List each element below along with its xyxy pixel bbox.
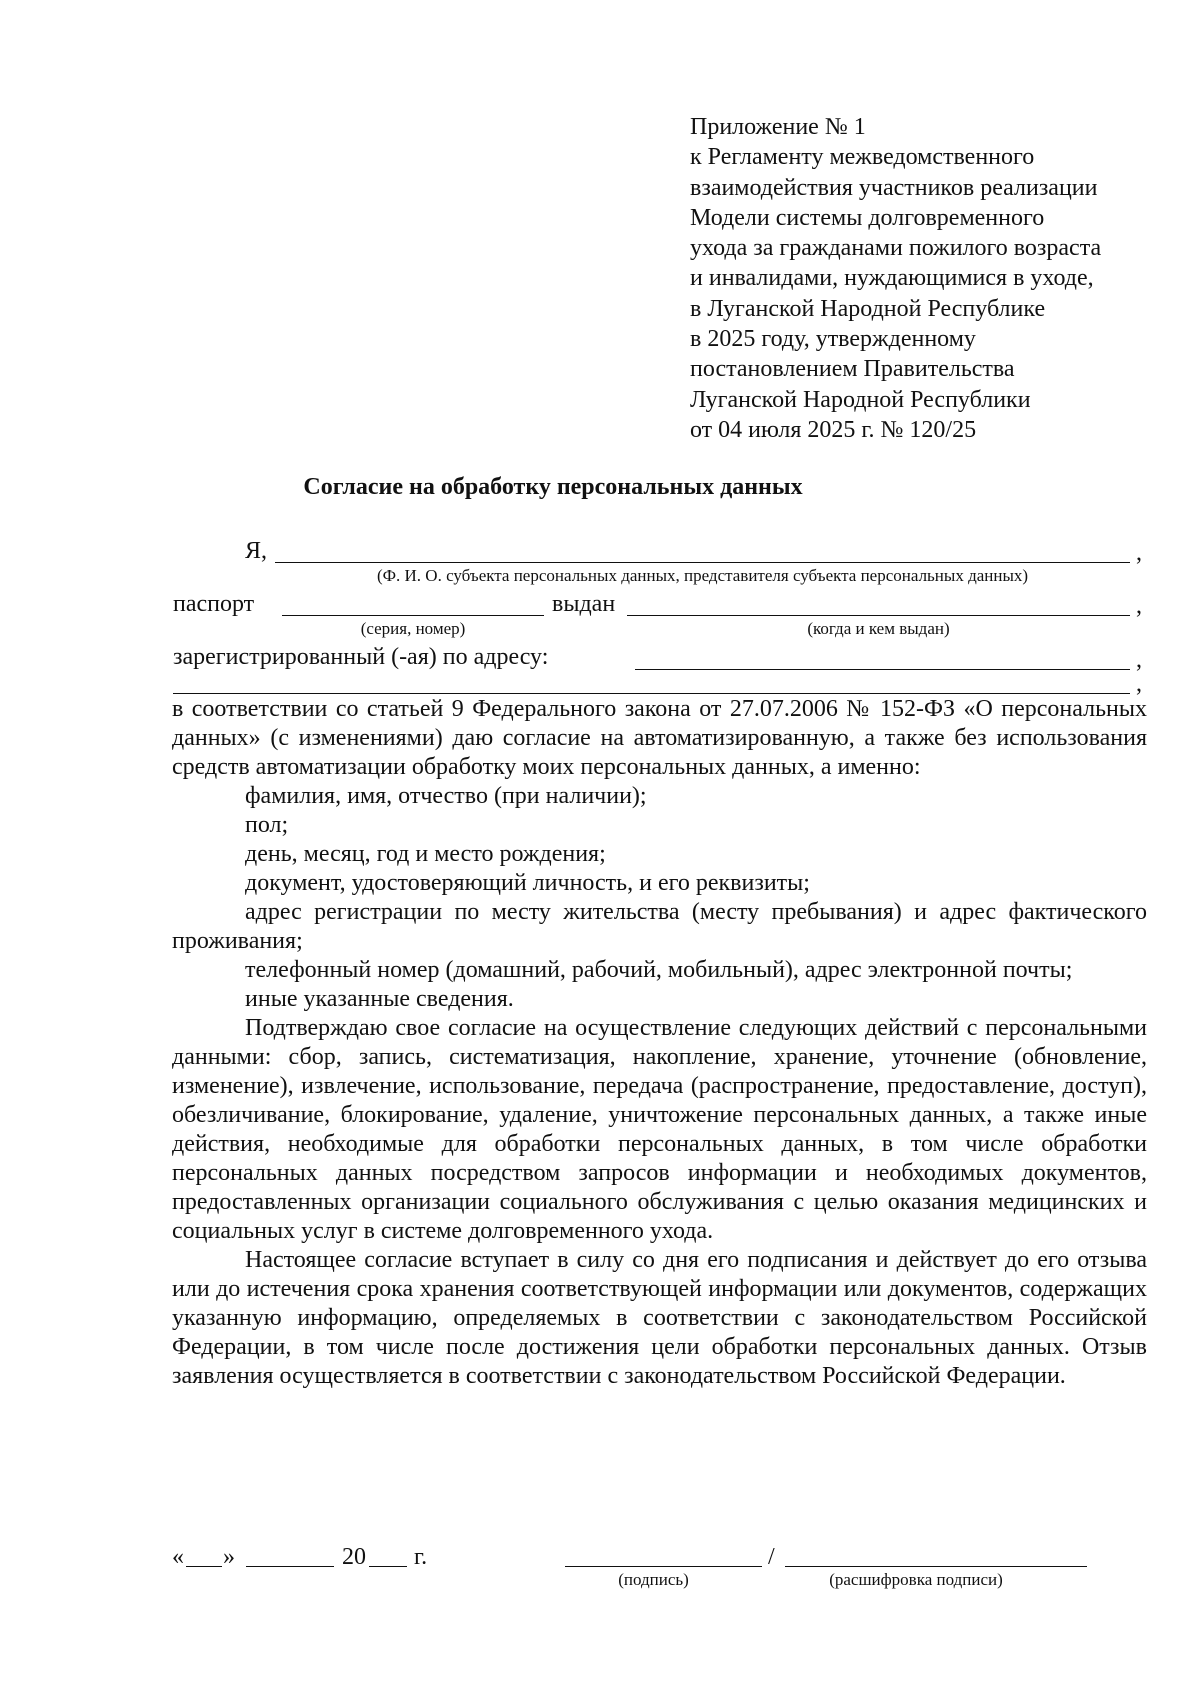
comma: , xyxy=(1136,647,1142,673)
comma: , xyxy=(1136,593,1142,619)
year-field-line[interactable] xyxy=(369,1566,407,1567)
passport-series-line[interactable] xyxy=(282,615,544,616)
day-field-line[interactable] xyxy=(186,1566,222,1567)
appendix-line: от 04 июля 2025 г. № 120/25 xyxy=(690,416,977,443)
data-item: иные указанные сведения. xyxy=(245,986,514,1012)
appendix-line: в Луганской Народной Республике xyxy=(690,295,1046,322)
actions-paragraph: Подтверждаю свое согласие на осуществление следующих действий с персональными данными: сбор, запись, систематизация, накопление, хранение, уточнение (обновление, изменение), извлечение, использование, передача (распространение, предоставление, доступ), обезличивание, блокирование, удаление, уничтожение персональных данных, а также иные действия, необходимые для обработки персональных данных, в том числе обработки персональных данных посредством запросов информации и необходимых документов, предоставленных организации социального обслуживания с целью оказания медицинских и социальных услуг в системе долговременного ухода. xyxy=(172,1015,1147,1244)
slash: / xyxy=(768,1544,775,1570)
comma: , xyxy=(1136,540,1142,566)
fio-field-line[interactable] xyxy=(275,562,1130,563)
address-line-1[interactable] xyxy=(635,669,1130,670)
quote-close: » xyxy=(223,1544,235,1570)
appendix-header xyxy=(690,112,1160,445)
data-item: пол; xyxy=(245,812,289,838)
intro-paragraph: в соответствии со статьей 9 Федерального закона от 27.07.2006 № 152-ФЗ «О персональных данных» (с изменениями) даю согласие на автоматизированную, а также без использования средств автоматизации обработку моих персональных данных, а именно: xyxy=(172,696,1147,780)
quote-open: « xyxy=(172,1544,184,1570)
appendix-line: и инвалидами, нуждающимися в уходе, xyxy=(690,265,1094,292)
appendix-line: постановлением Правительства xyxy=(690,356,1015,383)
appendix-line: Приложение № 1 xyxy=(690,114,866,140)
appendix-line: к Регламенту межведомственного xyxy=(690,144,1035,171)
appendix-line: в 2025 году, утвержденному xyxy=(690,326,976,353)
data-item: фамилия, имя, отчество (при наличии); xyxy=(245,783,647,809)
document-title: Согласие на обработку персональных данных xyxy=(303,474,803,500)
issued-caption: (когда и кем выдан) xyxy=(807,619,950,638)
appendix-line: Модели системы долговременного xyxy=(690,204,1045,231)
decoding-caption: (расшифровка подписи) xyxy=(829,1570,1003,1589)
data-item: документ, удостоверяющий личность, и его реквизиты; xyxy=(245,870,810,896)
validity-paragraph: Настоящее согласие вступает в силу со дня его подписания и действует до его отзыва или до истечения срока хранения соответствующей информации или документов, содержащих указанную информацию, определяемых в соответствии с законодательством Российской Федерации, в том числе после достижения цели обработки персональных данных. Отзыв заявления осуществляется в соответствии с законодательством Российской Федерации. xyxy=(172,1247,1147,1389)
issued-by-line[interactable] xyxy=(627,615,1130,616)
data-item: день, месяц, год и место рождения; xyxy=(245,841,606,867)
consent-body xyxy=(172,695,1147,1391)
passport-label: паспорт xyxy=(173,591,255,617)
signature-line[interactable] xyxy=(565,1566,762,1567)
year-prefix: 20 xyxy=(342,1544,366,1570)
month-field-line[interactable] xyxy=(246,1566,334,1567)
year-suffix: г. xyxy=(414,1544,428,1570)
series-caption: (серия, номер) xyxy=(360,619,466,638)
signature-caption: (подпись) xyxy=(618,1570,689,1589)
appendix-line: ухода за гражданами пожилого возраста xyxy=(690,235,1102,262)
i-label: Я, xyxy=(245,538,268,564)
issued-label: выдан xyxy=(552,591,616,617)
signature-decoding-line[interactable] xyxy=(785,1566,1087,1567)
data-item: телефонный номер (домашний, рабочий, мобильный), адрес электронной почты; xyxy=(245,957,1073,983)
appendix-line: Луганской Народной Республики xyxy=(690,386,1031,413)
appendix-line: взаимодействия участников реализации xyxy=(690,174,1098,201)
comma: , xyxy=(1136,671,1142,697)
fio-caption: (Ф. И. О. субъекта персональных данных, представителя субъекта персональных данных) xyxy=(376,566,1029,585)
address-line-2[interactable] xyxy=(173,693,1130,694)
registered-label: зарегистрированный (-ая) по адресу: xyxy=(173,644,549,670)
data-item: адрес регистрации по месту жительства (месту пребывания) и адрес фактического проживания; xyxy=(172,899,1147,954)
